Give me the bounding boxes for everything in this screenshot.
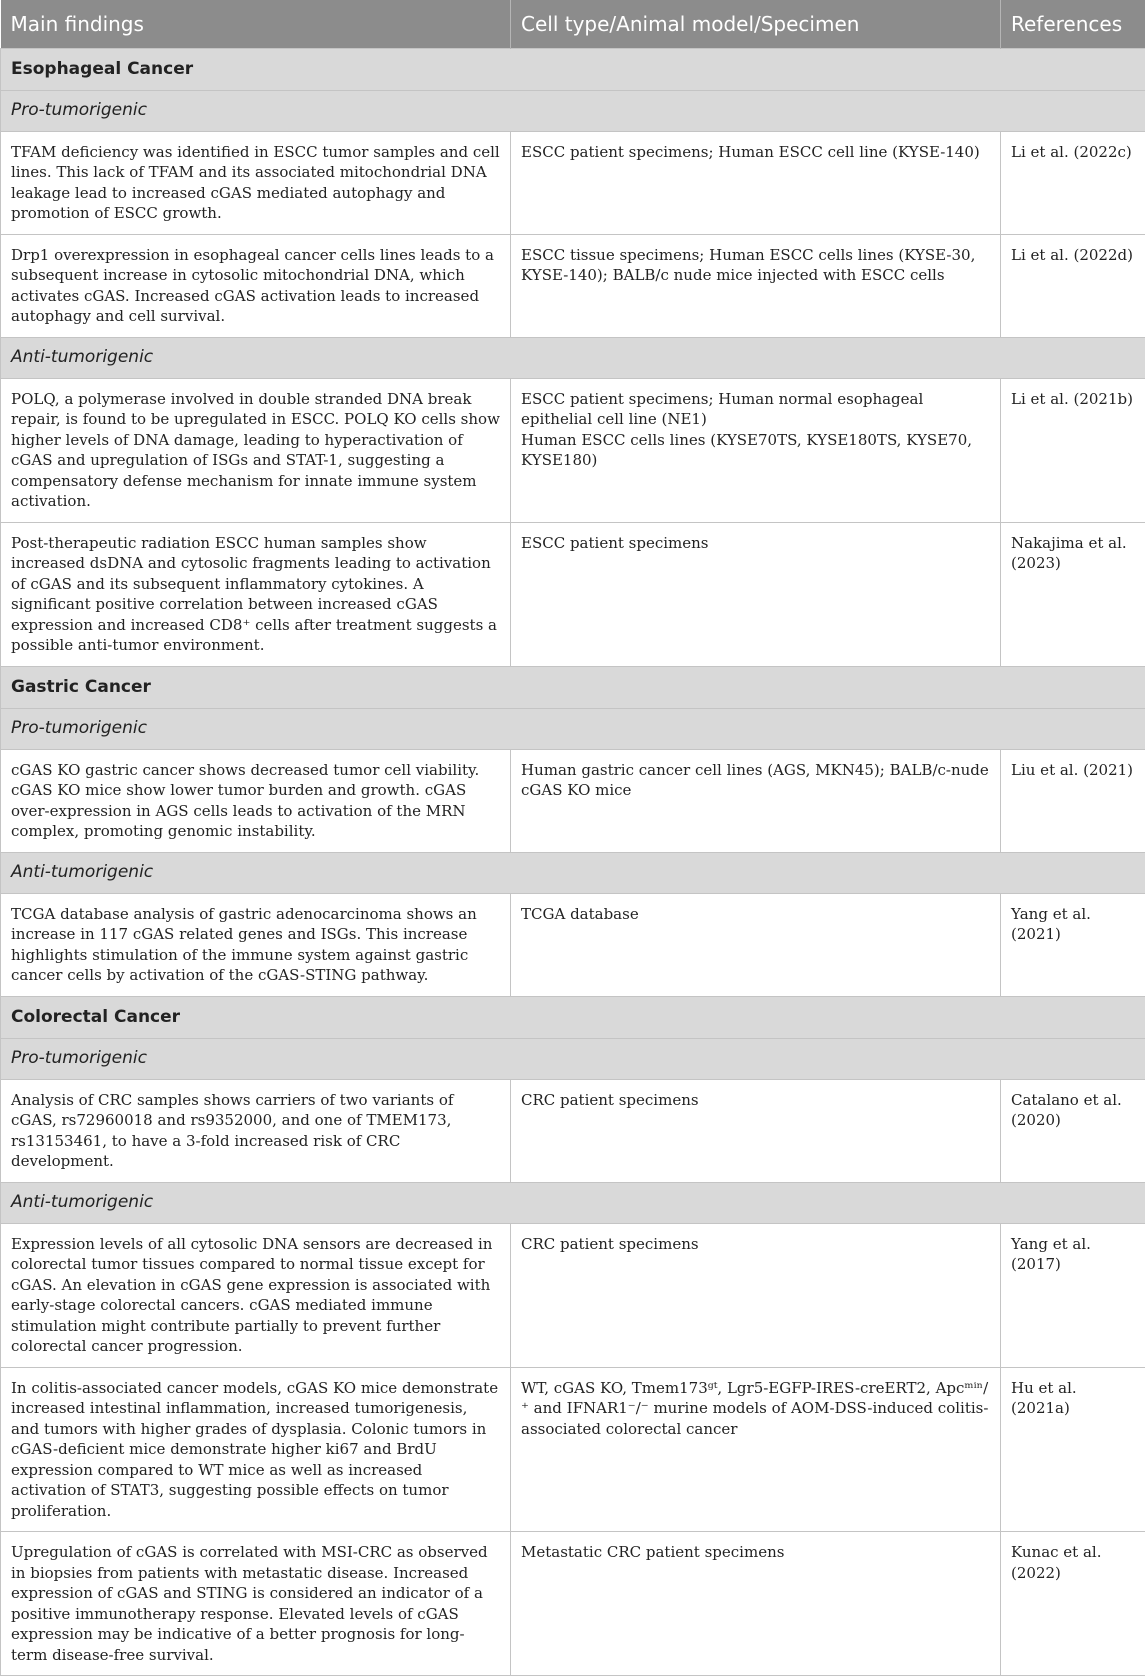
table-row: [1, 378, 1145, 522]
header-references: References: [1001, 0, 1145, 48]
section-title: Colorectal Cancer: [1, 996, 1145, 1038]
finding-cell: In colitis-associated cancer models, cGAS KO mice demonstrate increased intestinal inflammation, increased tumorigenesis, and tumors with higher grades of dysplasia. Colonic tumors in cGAS-deficient mice demonstrate higher ki67 and BrdU expression compared to WT mice as well as increased activation of STAT3, suggesting possible effects on tumor proliferation.: [1, 1367, 511, 1532]
model-cell: CRC patient specimens: [511, 1079, 1001, 1182]
table-row: [1, 1367, 1145, 1532]
model-cell: ESCC patient specimens; Human ESCC cell line (KYSE-140): [511, 131, 1001, 234]
reference-cell: Nakajima et al. (2023): [1001, 522, 1145, 666]
model-cell: Metastatic CRC patient specimens: [511, 1532, 1001, 1676]
group-label: Anti-tumorigenic: [1, 852, 1145, 893]
reference-cell: Yang et al. (2017): [1001, 1223, 1145, 1367]
table-row: [1, 1532, 1145, 1676]
finding-cell: TCGA database analysis of gastric adenocarcinoma shows an increase in 117 cGAS related genes and ISGs. This increase highlights stimulation of the immune system against gastric cancer cells by activation of the cGAS-STING pathway.: [1, 893, 511, 996]
section-esophageal: [1, 48, 1145, 90]
model-cell: CRC patient specimens: [511, 1223, 1001, 1367]
group-label: Pro-tumorigenic: [1, 1038, 1145, 1079]
model-cell: ESCC patient specimens: [511, 522, 1001, 666]
table-row: [1, 234, 1145, 337]
group-label-row: [1, 1182, 1145, 1223]
group-label: Pro-tumorigenic: [1, 90, 1145, 131]
table-row: [1, 1223, 1145, 1367]
finding-cell: Post-therapeutic radiation ESCC human samples show increased dsDNA and cytosolic fragments leading to activation of cGAS and its subsequent inflammatory cytokines. A significant positive correlation between increased cGAS expression and increased CD8⁺ cells after treatment suggests a possible anti-tumor environment.: [1, 522, 511, 666]
group-label-row: [1, 90, 1145, 131]
finding-cell: Analysis of CRC samples shows carriers of two variants of cGAS, rs72960018 and rs9352000, and one of TMEM173, rs13153461, to have a 3-fold increased risk of CRC development.: [1, 1079, 511, 1182]
group-label: Anti-tumorigenic: [1, 337, 1145, 378]
group-label-row: [1, 708, 1145, 749]
table-row: [1, 131, 1145, 234]
reference-cell: Yang et al. (2021): [1001, 893, 1145, 996]
reference-cell: Li et al. (2021b): [1001, 378, 1145, 522]
model-cell: [511, 378, 1001, 522]
model-cell: Human gastric cancer cell lines (AGS, MKN45); BALB/c-nude cGAS KO mice: [511, 749, 1001, 852]
reference-cell: Li et al. (2022d): [1001, 234, 1145, 337]
group-label-row: [1, 337, 1145, 378]
section-colorectal: [1, 996, 1145, 1038]
model-cell: TCGA database: [511, 893, 1001, 996]
section-title: Esophageal Cancer: [1, 48, 1145, 90]
model-cell: ESCC tissue specimens; Human ESCC cells lines (KYSE-30, KYSE-140); BALB/c nude mice injected with ESCC cells: [511, 234, 1001, 337]
finding-cell: TFAM deficiency was identified in ESCC tumor samples and cell lines. This lack of TFAM and its associated mitochondrial DNA leakage lead to increased cGAS mediated autophagy and promotion of ESCC growth.: [1, 131, 511, 234]
section-title: Gastric Cancer: [1, 666, 1145, 708]
group-label: Anti-tumorigenic: [1, 1182, 1145, 1223]
header-main-findings: Main findings: [1, 0, 511, 48]
finding-cell: Upregulation of cGAS is correlated with MSI-CRC as observed in biopsies from patients with metastatic disease. Increased expression of cGAS and STING is considered an indicator of a positive immunotherapy response. Elevated levels of cGAS expression may be indicative of a better prognosis for long-term disease-free survival.: [1, 1532, 511, 1676]
table-row: [1, 893, 1145, 996]
reference-cell: Catalano et al. (2020): [1001, 1079, 1145, 1182]
header-row: [1, 0, 1145, 48]
finding-cell: Drp1 overexpression in esophageal cancer cells lines leads to a subsequent increase in cytosolic mitochondrial DNA, which activates cGAS. Increased cGAS activation leads to increased autophagy and cell survival.: [1, 234, 511, 337]
reference-cell: Liu et al. (2021): [1001, 749, 1145, 852]
model-line: ESCC patient specimens; Human normal esophageal epithelial cell line (NE1) Human ESCC cells lines (KYSE70TS, KYSE180TS, KYSE70, KYSE180): [521, 390, 972, 470]
group-label-row: [1, 852, 1145, 893]
section-gastric: [1, 666, 1145, 708]
group-label-row: [1, 1038, 1145, 1079]
finding-cell: Expression levels of all cytosolic DNA sensors are decreased in colorectal tumor tissues compared to normal tissue except for cGAS. An elevation in cGAS gene expression is associated with early-stage colorectal cancers. cGAS mediated immune stimulation might contribute partially to prevent further colorectal cancer progression.: [1, 1223, 511, 1367]
finding-cell: POLQ, a polymerase involved in double stranded DNA break repair, is found to be upregulated in ESCC. POLQ KO cells show higher levels of DNA damage, leading to hyperactivation of cGAS and upregulation of ISGs and STAT-1, suggesting a compensatory defense mechanism for innate immune system activation.: [1, 378, 511, 522]
model-cell: WT, cGAS KO, Tmem173ᵍᵗ, Lgr5-EGFP-IRES-creERT2, Apcᵐⁱⁿ/⁺ and IFNAR1⁻/⁻ murine models of AOM-DSS-induced colitis-associated colorectal cancer: [511, 1367, 1001, 1532]
finding-cell: cGAS KO gastric cancer shows decreased tumor cell viability. cGAS KO mice show lower tumor burden and growth. cGAS over-expression in AGS cells leads to activation of the MRN complex, promoting genomic instability.: [1, 749, 511, 852]
reference-cell: Hu et al. (2021a): [1001, 1367, 1145, 1532]
header-cell-type: Cell type/Animal model/Specimen: [511, 0, 1001, 48]
reference-cell: Li et al. (2022c): [1001, 131, 1145, 234]
reference-cell: Kunac et al. (2022): [1001, 1532, 1145, 1676]
table-row: [1, 1079, 1145, 1182]
table-row: [1, 749, 1145, 852]
table-row: [1, 522, 1145, 666]
group-label: Pro-tumorigenic: [1, 708, 1145, 749]
